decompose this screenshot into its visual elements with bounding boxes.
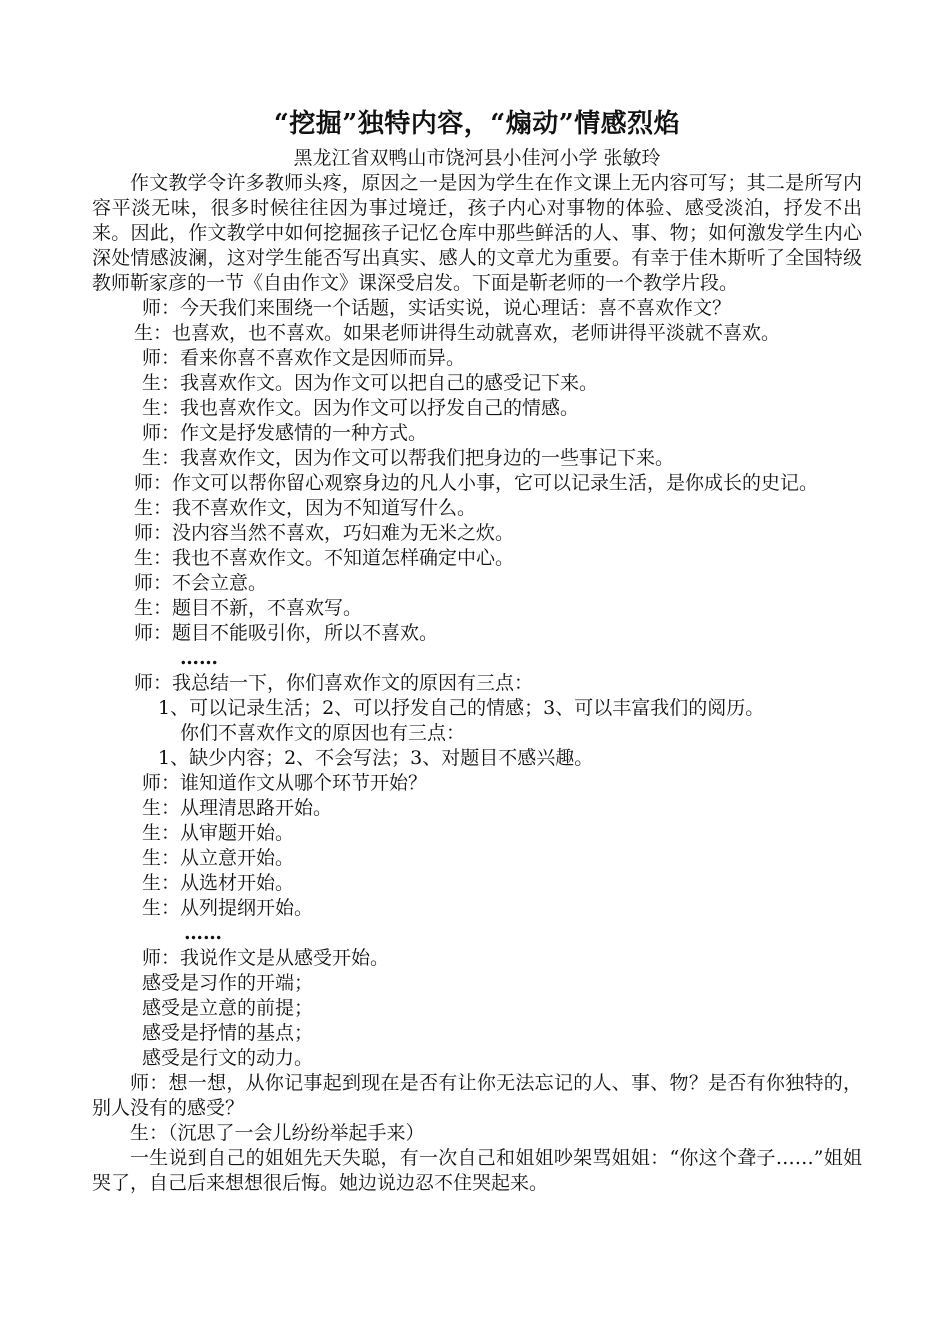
dialogue-line: 师：题目不能吸引你，所以不喜欢。: [134, 622, 439, 644]
summary-line: 你们不喜欢作文的原因也有三点：: [180, 722, 466, 744]
dialogue-line: 师：不会立意。: [134, 572, 268, 594]
closing-paragraph: 师：想一想，从你记事起到现在是否有让你无法忘记的人、事、物？是否有你独特的，别人没有的感受？: [92, 1072, 862, 1119]
ellipsis-line: ……: [184, 922, 222, 944]
feeling-line: 感受是立意的前提；: [142, 997, 314, 1019]
author-line: 黑龙江省双鸭山市饶河县小佳河小学 张敏玲: [293, 147, 661, 169]
ellipsis-line: ……: [180, 647, 218, 669]
intro-paragraph: 作文教学令许多教师头疼，原因之一是因为学生在作文课上无内容可写；其二是所写内容平淡无味，很多时候往往因为事过境迁，孩子内心对事物的体验、感受淡泊，抒发不出来。因此，作文教学中如何挖掘孩子记忆仓库中那些鲜活的人、事、物；如何激发学生内心深处情感波澜，这对学生能否写出真实、感人的文章尤为重要。有幸于佳木斯听了全国特级教师靳家彦的一节《自由作文》课深受启发。下面是靳老师的一个教学片段。: [92, 172, 862, 294]
dialogue-line: 生：也喜欢，也不喜欢。如果老师讲得生动就喜欢，老师讲得平淡就不喜欢。: [134, 322, 781, 344]
dialogue-line: 师：今天我们来围绕一个话题，实话实说，说心理话：喜不喜欢作文？: [142, 297, 732, 319]
dialogue-line: 师：我说作文是从感受开始。: [142, 947, 390, 969]
dialogue-line: 生：从列提纲开始。: [142, 897, 314, 919]
feeling-line: 感受是抒情的基点；: [142, 1022, 314, 1044]
dialogue-line: 生：从立意开始。: [142, 847, 295, 869]
summary-line: 1、可以记录生活；2、可以抒发自己的情感；3、可以丰富我们的阅历。: [158, 697, 765, 719]
dialogue-line: 生：我喜欢作文。因为作文可以把自己的感受记下来。: [142, 372, 599, 394]
feeling-line: 感受是习作的开端；: [142, 972, 314, 994]
document-title: “挖掘”独特内容，“煽动”情感烈焰: [273, 109, 681, 139]
document-page: [92, 104, 862, 1196]
dialogue-line: 生：我也不喜欢作文。不知道怎样确定中心。: [134, 547, 515, 569]
dialogue-line: 生：我不喜欢作文，因为不知道写什么。: [134, 497, 477, 519]
closing-paragraph: 生：（沉思了一会儿纷纷举起手来）: [130, 1122, 425, 1144]
dialogue-line: 生：从理清思路开始。: [142, 797, 333, 819]
feeling-line: 感受是行文的动力。: [142, 1047, 314, 1069]
dialogue-line: 生：我喜欢作文，因为作文可以帮我们把身边的一些事记下来。: [142, 447, 675, 469]
dialogue-line: 师：没内容当然不喜欢，巧妇难为无米之炊。: [134, 522, 515, 544]
dialogue-line: 师：谁知道作文从哪个环节开始？: [142, 772, 428, 794]
dialogue-line: 师：作文可以帮你留心观察身边的凡人小事，它可以记录生活，是你成长的史记。: [134, 472, 819, 494]
dialogue-line: 生：从审题开始。: [142, 822, 295, 844]
dialogue-line: 生：从选材开始。: [142, 872, 295, 894]
summary-line: 1、缺少内容；2、不会写法；3、对题目不感兴趣。: [158, 747, 594, 769]
dialogue-line: 生：题目不新，不喜欢写。: [134, 597, 363, 619]
dialogue-line: 师：作文是抒发感情的一种方式。: [142, 422, 428, 444]
dialogue-line: 生：我也喜欢作文。因为作文可以抒发自己的情感。: [142, 397, 580, 419]
dialogue-line: 师：看来你喜不喜欢作文是因师而异。: [142, 347, 466, 369]
closing-paragraph: 一生说到自己的姐姐先天失聪，有一次自己和姐姐吵架骂姐姐：“你这个聋子……”姐姐哭了，自己后来想想很后悔。她边说边忍不住哭起来。: [92, 1147, 862, 1194]
dialogue-line: 师：我总结一下，你们喜欢作文的原因有三点：: [134, 672, 534, 694]
